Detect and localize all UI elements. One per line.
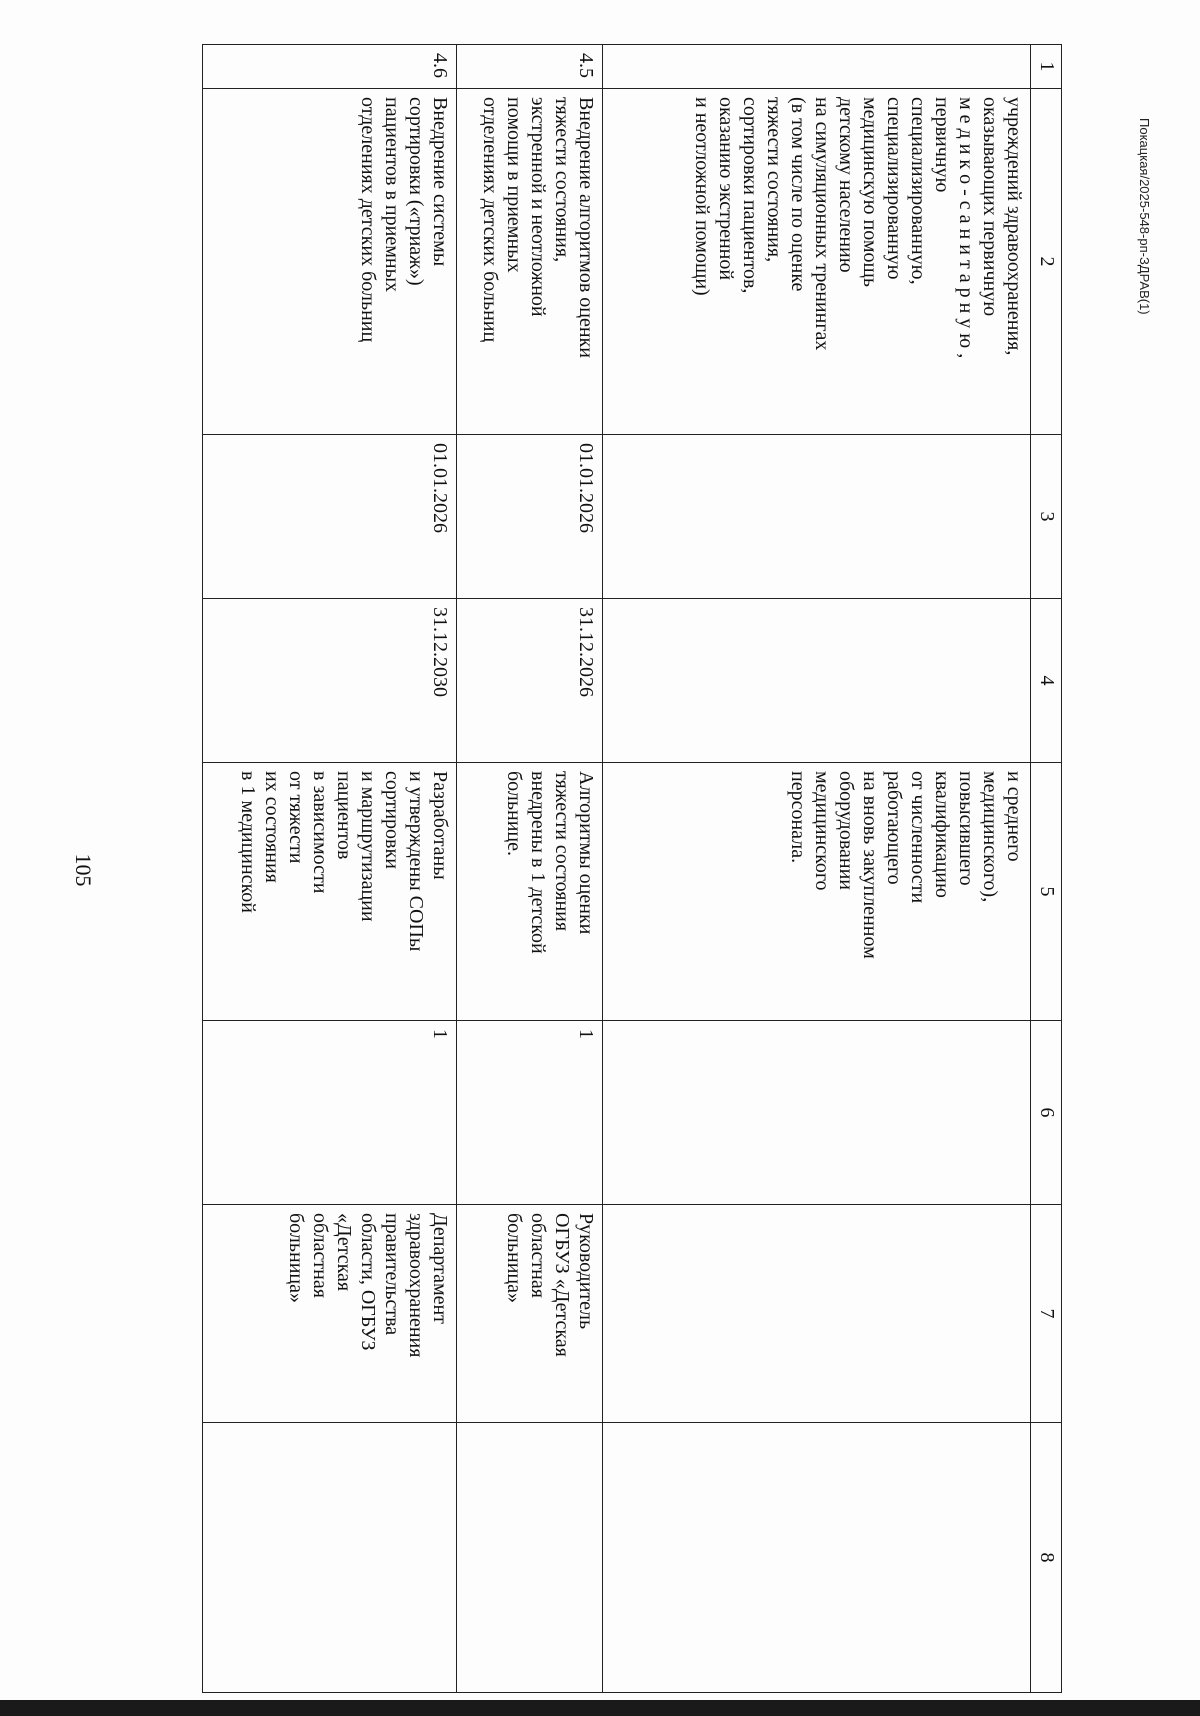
start-date-cell <box>603 435 1031 599</box>
event-name-cell: Внедрение алгоритмов оценки тяжести состояния, экстренной и неотложной помощи в приемных отделениях детских больниц <box>457 89 603 435</box>
header-cell-5: 5 <box>1031 763 1062 1021</box>
document-code: Покацкая/2025-548-рп-ЗДРАВ(1) <box>1137 118 1152 315</box>
result-cell: и среднего медицинского), повысившего квалификацию от численности работающего на вновь закупленном оборудовании медицинского персонала. <box>603 763 1031 1021</box>
indicator-cell: 1 <box>457 1021 603 1205</box>
responsible-cell: Руководитель ОГБУЗ «Детская областная больница» <box>457 1205 603 1423</box>
start-date-cell: 01.01.2026 <box>457 435 603 599</box>
header-cell-6: 6 <box>1031 1021 1062 1205</box>
indicator-cell: 1 <box>203 1021 457 1205</box>
end-date-cell: 31.12.2026 <box>457 599 603 763</box>
table-row <box>603 45 1031 1693</box>
header-cell-2: 2 <box>1031 89 1062 435</box>
end-date-cell: 31.12.2030 <box>203 599 457 763</box>
header-cell-4: 4 <box>1031 599 1062 763</box>
table-header-row <box>1031 45 1062 1693</box>
row-number-cell: 4.6 <box>203 45 457 89</box>
end-date-cell <box>603 599 1031 763</box>
indicator-cell <box>603 1021 1031 1205</box>
header-cell-3: 3 <box>1031 435 1062 599</box>
table-row <box>457 45 603 1693</box>
header-cell-1: 1 <box>1031 45 1062 89</box>
note-cell <box>457 1423 603 1693</box>
header-cell-7: 7 <box>1031 1205 1062 1423</box>
page-number: 105 <box>71 853 96 887</box>
responsible-cell <box>603 1205 1031 1423</box>
plan-table <box>202 44 1062 1693</box>
event-name-cell: Внедрение системы сортировки («триаж») пациентов в приемных отделениях детских больниц <box>203 89 457 435</box>
start-date-cell: 01.01.2026 <box>203 435 457 599</box>
scan-edge <box>0 1700 1200 1716</box>
row-number-cell: 4.5 <box>457 45 603 89</box>
rotated-table-container <box>172 44 1062 1692</box>
responsible-cell: Департамент здравоохранения правительства области, ОГБУЗ «Детская областная больница» <box>203 1205 457 1423</box>
result-cell: Разработаны и утверждены СОПы сортировки и маршрутизации пациентов в зависимости от тяжести их состояния в 1 медицинской <box>203 763 457 1021</box>
event-name-cell: учреждений здравоохранения, оказывающих первичную м е д и к о - с а н и т а р н у ю , первичную специализированную, специализированную медицинскую помощь детскому населению на симуляционных тренингах (в том числе по оценке тяжести состояния, сортировки пациентов, оказанию экстренной и неотложной помощи) <box>603 89 1031 435</box>
row-number-cell <box>603 45 1031 89</box>
table-row <box>203 45 457 1693</box>
note-cell <box>203 1423 457 1693</box>
header-cell-8: 8 <box>1031 1423 1062 1693</box>
result-cell: Алгоритмы оценки тяжести состояния внедрены в 1 детской больнице. <box>457 763 603 1021</box>
note-cell <box>603 1423 1031 1693</box>
